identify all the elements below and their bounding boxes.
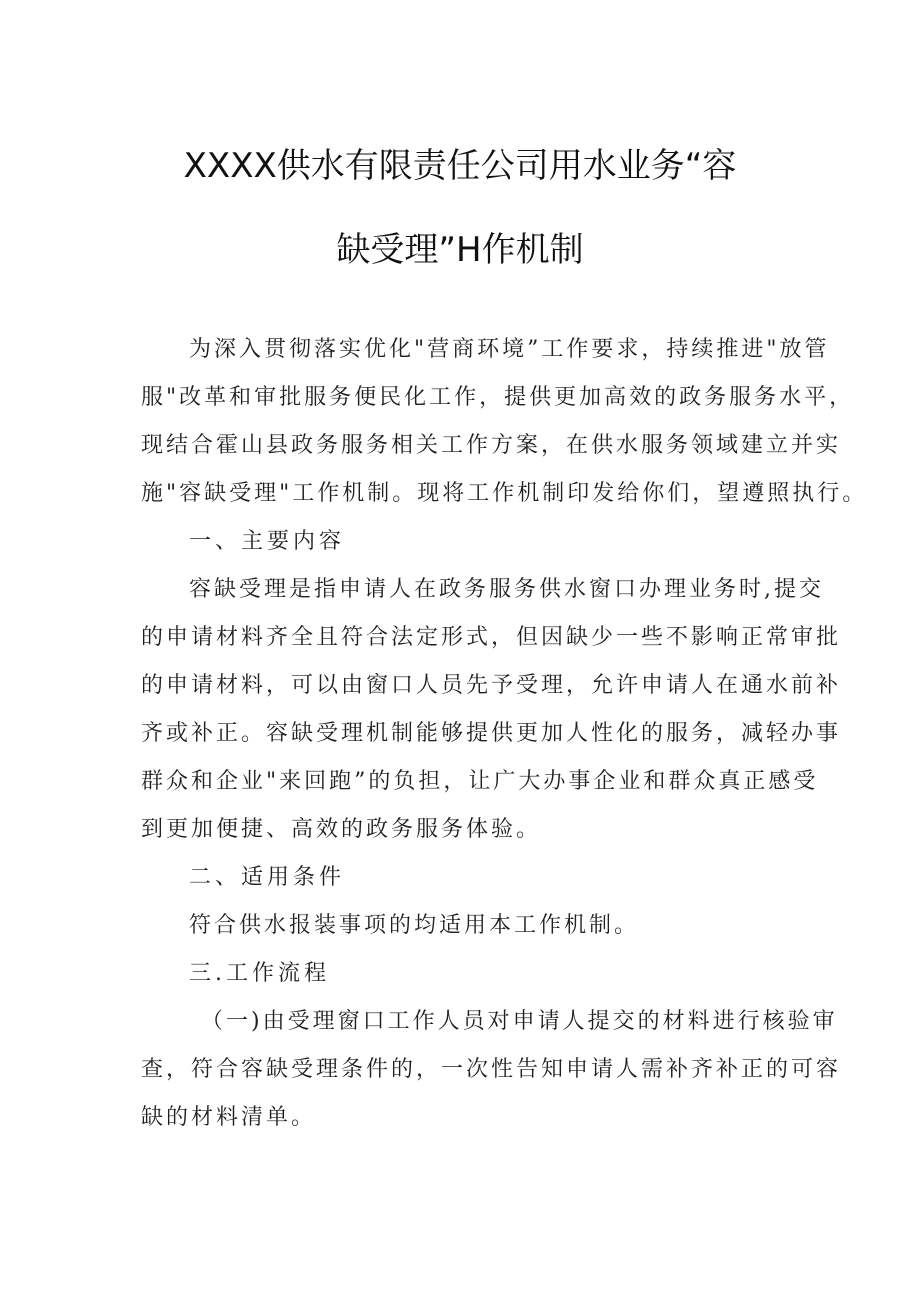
paragraph-line: 查，符合容缺受理条件的，一次性告知申请人需补齐补正的可容 [141, 1057, 842, 1082]
document-title-line-2: 缺受理”H作机制 [336, 230, 584, 270]
paragraph-line: 群众和企业"来回跑”的负担，让广大办事企业和群众真正感受 [141, 769, 819, 794]
paragraph-line: （一)由受理窗口工作人员对申请人提交的材料进行核验审 [201, 1009, 838, 1034]
document-title-line-1: XXXX供水有限责任公司用水业务“容 [183, 146, 737, 186]
paragraph-line: 符合供水报装事项的均适用本工作机制。 [189, 913, 640, 938]
paragraph-line: 到更加便捷、高效的政务服务体验。 [141, 817, 542, 842]
paragraph-line: 为深入贯彻落实优化"营商环境”工作要求，持续推进"放管 [189, 337, 830, 362]
paragraph-line: 的申请材料，可以由窗口人员先予受理，允许申请人在通水前补 [141, 673, 842, 698]
paragraph-line: 缺的材料清单。 [141, 1105, 317, 1130]
section-heading-conditions: 二、适用条件 [189, 865, 346, 890]
paragraph-line: 齐或补正。容缺受理机制能够提供更加人性化的服务，减轻办事 [141, 721, 842, 746]
section-heading-workflow: 三.工作流程 [189, 961, 330, 986]
paragraph-line: 施"容缺受理"工作机制。现将工作机制印发给你们，望遵照执行。 [141, 481, 868, 506]
paragraph-line: 容缺受理是指申请人在政务服务供水窗口办理业务时,提交 [189, 577, 824, 602]
paragraph-line: 的申请材料齐全且符合法定形式，但因缺少一些不影响正常审批 [141, 625, 842, 650]
section-heading-main-content: 一、主要内容 [189, 529, 346, 554]
paragraph-line: 服"改革和审批服务便民化工作，提供更加高效的政务服务水平， [141, 385, 855, 410]
paragraph-line: 现结合霍山县政务服务相关工作方案，在供水服务领域建立并实 [141, 433, 842, 458]
document-body [141, 326, 868, 1142]
